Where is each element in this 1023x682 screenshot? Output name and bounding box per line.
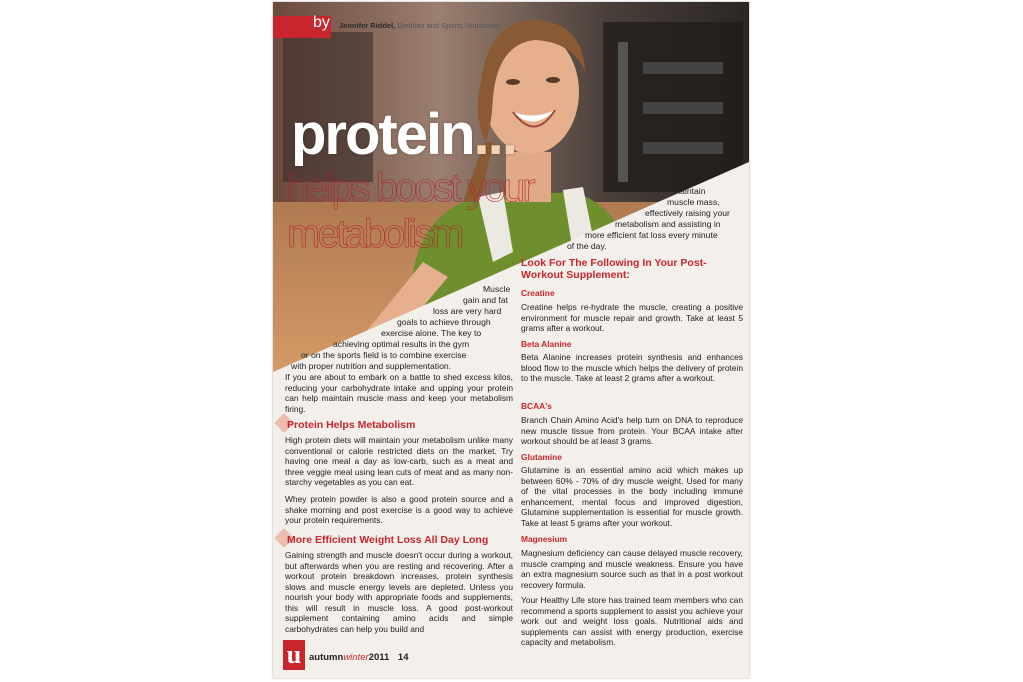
item-text-creatine: Creatine helps re-hydrate the muscle, creating a positive environment for muscle repair and growth. Take at least 5 grams after a workout. [521, 302, 743, 333]
intro-line: achieving optimal results in the gym [333, 339, 470, 349]
right-heading: Look For The Following In Your Post-Workout Supplement: [521, 257, 707, 281]
item-text-beta-alanine: Beta Alanine increases protein synthesis and enhances blood flow to the muscle which helps the delivery of protein to the muscle. Take at least 2 grams after a workout. [521, 352, 743, 383]
item-title-glutamine: Glutamine [521, 452, 562, 462]
intro-line: with proper nutrition and supplementation. [291, 361, 452, 371]
byline [339, 21, 500, 30]
item-title-beta-alanine: Beta Alanine [521, 339, 572, 349]
closing-paragraph: Your Healthy Life store has trained team members who can recommend a sports supplement to assist you achieve your work out and weight loss goals. Nutritional aids and supplements can assist with energy production, exercise capacity and metabolism. [521, 595, 743, 647]
headline-main: protein [291, 102, 474, 167]
right-top-line: more efficient fat loss every minute [585, 230, 718, 240]
section1-paragraph2: Whey protein powder is also a good protein source and a shake morning and post exercise is a good way to achieve your protein requirements. [285, 494, 513, 525]
footer-winter: winter [343, 652, 369, 663]
section1-paragraph1: High protein diets will maintain your metabolism unlike many conventional or calorie restricted diets on the market. Try having one meal a day as low-carb, such as a meat and three veggie meal using lean cuts of meat and as many non-starchy vegetables as you can eat. [285, 435, 513, 487]
right-top-line: maintain [673, 186, 706, 196]
right-top-line: metabolism and assisting in [615, 219, 721, 229]
page-number: 14 [397, 652, 409, 663]
footer-season: autumn [309, 652, 344, 663]
headline-dots: ... [473, 102, 516, 167]
section2-paragraph1: Gaining strength and muscle doesn't occur during a workout, but afterwards when you are resting and recovering. After a workout protein breakdown increases, protein synthesis slows and muscle energy levels are depleted. Unless you nourish your body with appropriate foods and supplements, this will result in muscle loss. A good post-workout supplement containing amino acids and simple carbohydrates can help you build and [285, 550, 513, 634]
intro-line: gain and fat [463, 295, 508, 305]
subheadline-line2: metabolism [287, 212, 462, 256]
page-footer [309, 652, 409, 663]
magazine-logo: u [283, 640, 305, 670]
magazine-page [273, 2, 749, 678]
headline [291, 102, 516, 167]
item-title-magnesium: Magnesium [521, 534, 568, 544]
section-title-protein-metabolism: Protein Helps Metabolism [287, 419, 416, 431]
author-name: Jennifer Riddel, [339, 21, 396, 30]
intro-paragraph: If you are about to embark on a battle to shed excess kilos, reducing your carbohydrate intake and upping your protein can help maintain muscle mass and keep your metabolism firing. [285, 372, 513, 414]
item-text-glutamine: Glutamine is an essential amino acid which makes up between 60% - 70% of dry muscle weight. Used for many of the vital processes in the body including immune enhancement, mental focus and improved digestion, Glutamine supplementation is essential for muscle growth. Take at least 5 grams after your workout. [521, 465, 743, 528]
byline-by: by [313, 14, 330, 31]
footer-year: 2011 [368, 652, 390, 663]
subheadline-line1: helps boost your [287, 166, 533, 210]
author-role: Dietitian and Sports Nutritionist [397, 21, 501, 30]
intro-line: goals to achieve through [397, 317, 491, 327]
intro-line: exercise alone. The key to [381, 328, 482, 338]
item-title-creatine: Creatine [521, 288, 555, 298]
intro-line: loss are very hard [433, 306, 502, 316]
intro-line: or on the sports field is to combine exercise [301, 350, 467, 360]
item-text-bcaa: Branch Chain Amino Acid's help turn on DNA to reproduce new muscle tissue from protein. Your BCAA intake after workout should be at least 3 grams. [521, 415, 743, 446]
item-text-magnesium: Magnesium deficiency can cause delayed muscle recovery, muscle cramping and muscle weakness. Ensure you have an extra magnesium source such as that in a post workout recovery formula. [521, 548, 743, 590]
section-title-weight-loss: More Efficient Weight Loss All Day Long [287, 534, 489, 546]
right-top-line: of the day. [567, 241, 607, 251]
item-title-bcaa: BCAA's [521, 401, 552, 411]
right-top-line: effectively raising your [645, 208, 730, 218]
right-top-line: muscle mass, [667, 197, 720, 207]
intro-line: Muscle [483, 284, 511, 294]
